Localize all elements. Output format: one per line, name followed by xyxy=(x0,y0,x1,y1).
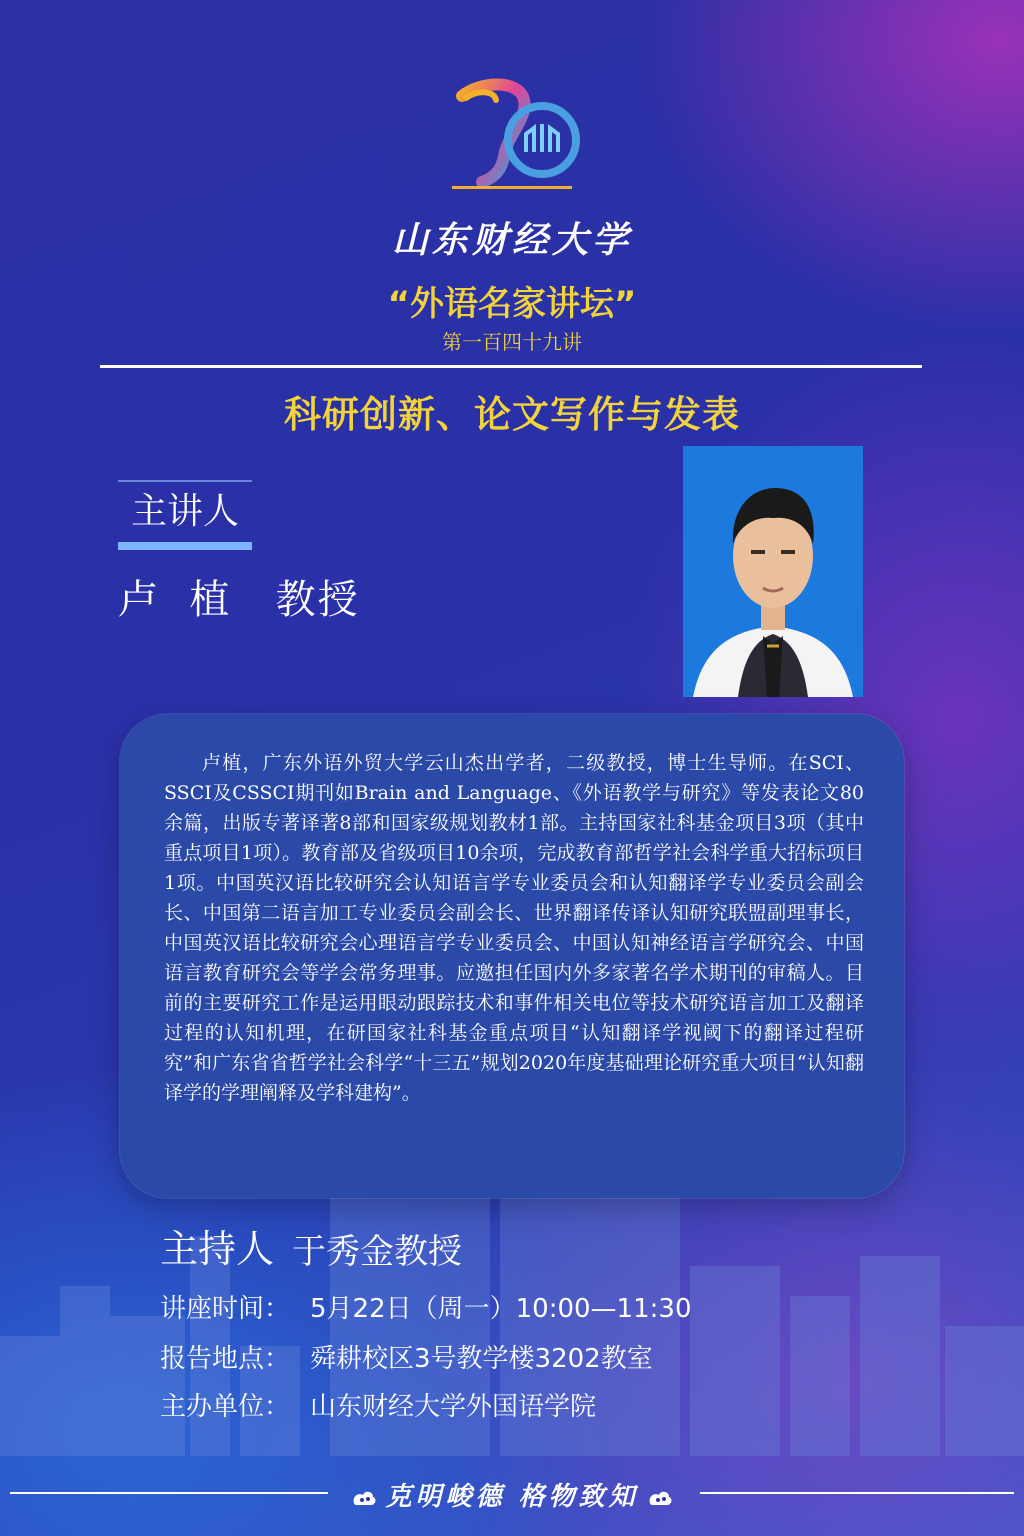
footer-motto xyxy=(0,1476,1024,1513)
header-divider xyxy=(100,365,922,368)
host-name: 于秀金教授 xyxy=(292,1232,462,1272)
footer-motto-text: 克明峻德 格物致知 xyxy=(385,1482,639,1512)
lecture-time-label: 讲座时间： xyxy=(160,1294,291,1324)
speaker-label-underline xyxy=(118,542,252,550)
speaker-name: 卢 植 教授 xyxy=(118,577,360,623)
lecture-place-value: 舜耕校区3号教学楼3202教室 xyxy=(310,1344,653,1374)
speaker-bio-text: 卢植，广东外语外贸大学云山杰出学者，二级教授，博士生导师。在SCI、SSCI及CSSCI期刊如Brain and Language、《外语教学与研究》等发表论文80余篇，出版专著译著8部和国家级规划教材1部。主持国家社科基金项目3项（其中重点项目1项）。教育部及省级项目10余项，完成教育部哲学社会科学重大招标项目1项。中国英汉语比较研究会认知语言学专业委员会和认知翻译学专业委员会副会长、中国第二语言加工专业委员会副会长、世界翻译传译认知研究联盟副理事长，中国英汉语比较研究会心理语言学专业委员会、中国认知神经语言学研究会、中国语言教育研究会等学会常务理事。应邀担任国内外多家著名学术期刊的审稿人。目前的主要研究工作是运用眼动跟踪技术和事件相关电位等技术研究语言加工及翻译过程的认知机理，在研国家社科基金重点项目“认知翻译学视阈下的翻译过程研究”和广东省省哲学社会科学“十三五”规划2020年度基础理论研究重大项目“认知翻译学的学理阐释及学科建构”。 xyxy=(164,752,864,1104)
speaker-photo xyxy=(683,446,863,697)
university-name: 山东财经大学 xyxy=(391,219,632,261)
forum-title: “外语名家讲坛” xyxy=(387,284,637,324)
university-anniversary-logo xyxy=(442,78,582,196)
speaker-label: 主讲人 xyxy=(118,480,252,552)
host-label: 主持人 xyxy=(160,1227,275,1271)
lecture-time-row xyxy=(160,1288,691,1325)
organizer-value: 山东财经大学外国语学院 xyxy=(310,1392,597,1422)
organizer-label: 主办单位： xyxy=(160,1392,291,1422)
lecture-place-label: 报告地点： xyxy=(160,1344,291,1374)
cloud-ornament-icon xyxy=(351,1487,377,1509)
organizer-row xyxy=(160,1386,596,1423)
lecture-topic: 科研创新、论文写作与发表 xyxy=(284,393,740,436)
lecture-time-value: 5月22日（周一）10:00—11:30 xyxy=(310,1294,692,1324)
lecture-number: 第一百四十九讲 xyxy=(442,330,582,354)
cloud-ornament-icon xyxy=(647,1487,673,1509)
lecture-place-row xyxy=(160,1338,653,1375)
